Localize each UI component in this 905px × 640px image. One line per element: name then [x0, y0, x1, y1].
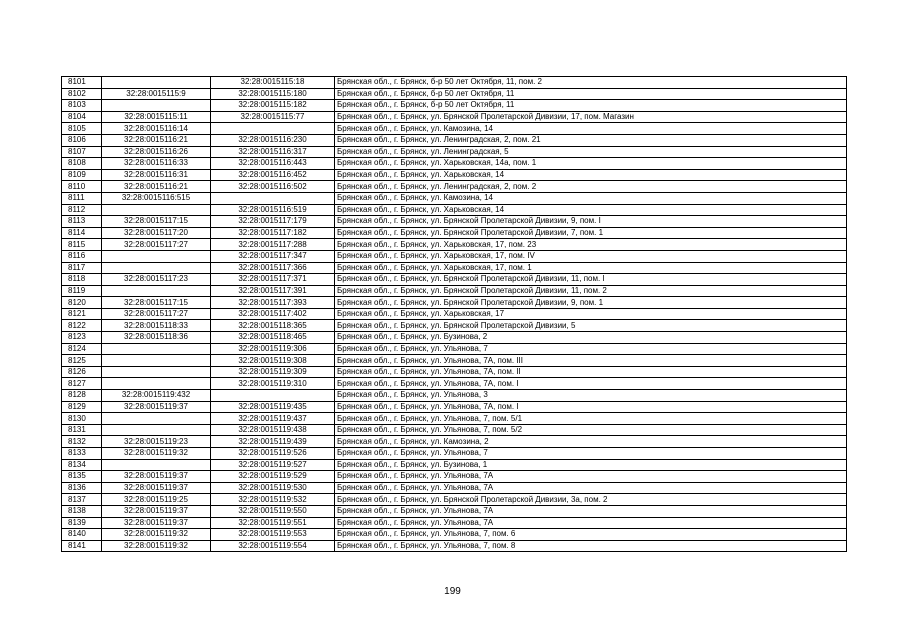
- page-number: 199: [444, 586, 461, 597]
- address-cell: Брянская обл., г. Брянск, ул. Бузинова, 2: [335, 332, 847, 344]
- object-cadastral-number-cell: 32:28:0015119:553: [211, 529, 335, 541]
- object-cadastral-number-cell: 32:28:0015117:366: [211, 262, 335, 274]
- object-cadastral-number-cell: 32:28:0015116:502: [211, 181, 335, 193]
- address-cell: Брянская обл., г. Брянск, б-р 50 лет Октября, 11, пом. 2: [335, 77, 847, 89]
- table-row: [62, 77, 847, 89]
- parcel-cadastral-number-cell: [102, 204, 211, 216]
- object-cadastral-number-cell: 32:28:0015116:452: [211, 169, 335, 181]
- parcel-cadastral-number-cell: 32:28:0015119:32: [102, 529, 211, 541]
- address-cell: Брянская обл., г. Брянск, ул. Харьковская, 14: [335, 169, 847, 181]
- row-number-cell: 8137: [62, 494, 102, 506]
- table-row: [62, 320, 847, 332]
- address-cell: Брянская обл., г. Брянск, ул. Харьковская, 14: [335, 204, 847, 216]
- parcel-cadastral-number-cell: 32:28:0015117:27: [102, 239, 211, 251]
- table-row: [62, 390, 847, 402]
- table-row: [62, 239, 847, 251]
- parcel-cadastral-number-cell: 32:28:0015119:432: [102, 390, 211, 402]
- parcel-cadastral-number-cell: 32:28:0015119:37: [102, 482, 211, 494]
- row-number-cell: 8104: [62, 111, 102, 123]
- parcel-cadastral-number-cell: 32:28:0015117:15: [102, 216, 211, 228]
- row-number-cell: 8134: [62, 459, 102, 471]
- object-cadastral-number-cell: 32:28:0015117:288: [211, 239, 335, 251]
- table-row: [62, 332, 847, 344]
- address-cell: Брянская обл., г. Брянск, ул. Харьковская, 17, пом. IV: [335, 250, 847, 262]
- address-cell: Брянская обл., г. Брянск, ул. Ленинградская, 2, пом. 21: [335, 134, 847, 146]
- address-cell: Брянская обл., г. Брянск, ул. Брянской Пролетарской Дивизии, 9, пом. 1: [335, 297, 847, 309]
- object-cadastral-number-cell: 32:28:0015117:371: [211, 274, 335, 286]
- table-row: [62, 482, 847, 494]
- row-number-cell: 8122: [62, 320, 102, 332]
- row-number-cell: 8130: [62, 413, 102, 425]
- object-cadastral-number-cell: 32:28:0015119:310: [211, 378, 335, 390]
- object-cadastral-number-cell: 32:28:0015117:391: [211, 285, 335, 297]
- parcel-cadastral-number-cell: 32:28:0015117:15: [102, 297, 211, 309]
- object-cadastral-number-cell: 32:28:0015119:554: [211, 540, 335, 552]
- table-row: [62, 250, 847, 262]
- parcel-cadastral-number-cell: [102, 424, 211, 436]
- row-number-cell: 8101: [62, 77, 102, 89]
- table-row: [62, 274, 847, 286]
- row-number-cell: 8127: [62, 378, 102, 390]
- parcel-cadastral-number-cell: 32:28:0015116:21: [102, 134, 211, 146]
- object-cadastral-number-cell: 32:28:0015115:182: [211, 100, 335, 112]
- row-number-cell: 8113: [62, 216, 102, 228]
- row-number-cell: 8111: [62, 192, 102, 204]
- row-number-cell: 8108: [62, 158, 102, 170]
- address-cell: Брянская обл., г. Брянск, ул. Ленинградская, 5: [335, 146, 847, 158]
- parcel-cadastral-number-cell: 32:28:0015117:27: [102, 308, 211, 320]
- row-number-cell: 8128: [62, 390, 102, 402]
- table-row: [62, 285, 847, 297]
- address-cell: Брянская обл., г. Брянск, ул. Ульянова, 7А: [335, 471, 847, 483]
- parcel-cadastral-number-cell: [102, 285, 211, 297]
- table-row: [62, 401, 847, 413]
- row-number-cell: 8115: [62, 239, 102, 251]
- row-number-cell: 8124: [62, 343, 102, 355]
- row-number-cell: 8103: [62, 100, 102, 112]
- object-cadastral-number-cell: 32:28:0015119:309: [211, 366, 335, 378]
- address-cell: Брянская обл., г. Брянск, ул. Ульянова, 7, пом. 6: [335, 529, 847, 541]
- parcel-cadastral-number-cell: 32:28:0015115:11: [102, 111, 211, 123]
- table-row: [62, 517, 847, 529]
- object-cadastral-number-cell: 32:28:0015119:532: [211, 494, 335, 506]
- parcel-cadastral-number-cell: 32:28:0015119:37: [102, 471, 211, 483]
- parcel-cadastral-number-cell: 32:28:0015119:37: [102, 517, 211, 529]
- row-number-cell: 8118: [62, 274, 102, 286]
- object-cadastral-number-cell: 32:28:0015118:365: [211, 320, 335, 332]
- table-row: [62, 308, 847, 320]
- address-cell: Брянская обл., г. Брянск, ул. Брянской Пролетарской Дивизии, 5: [335, 320, 847, 332]
- row-number-cell: 8121: [62, 308, 102, 320]
- parcel-cadastral-number-cell: [102, 413, 211, 425]
- address-cell: Брянская обл., г. Брянск, ул. Брянской Пролетарской Дивизии, 3а, пом. 2: [335, 494, 847, 506]
- table-row: [62, 343, 847, 355]
- table-row: [62, 227, 847, 239]
- parcel-cadastral-number-cell: 32:28:0015118:36: [102, 332, 211, 344]
- address-cell: Брянская обл., г. Брянск, ул. Камозина, 14: [335, 192, 847, 204]
- row-number-cell: 8105: [62, 123, 102, 135]
- row-number-cell: 8133: [62, 448, 102, 460]
- address-cell: Брянская обл., г. Брянск, ул. Харьковская, 14а, пом. 1: [335, 158, 847, 170]
- registry-table-body: [62, 77, 847, 552]
- address-cell: Брянская обл., г. Брянск, ул. Ульянова, 7А, пом. II: [335, 366, 847, 378]
- parcel-cadastral-number-cell: 32:28:0015115:9: [102, 88, 211, 100]
- address-cell: Брянская обл., г. Брянск, ул. Ульянова, 7А: [335, 517, 847, 529]
- table-row: [62, 169, 847, 181]
- table-row: [62, 436, 847, 448]
- address-cell: Брянская обл., г. Брянск, б-р 50 лет Октября, 11: [335, 88, 847, 100]
- parcel-cadastral-number-cell: [102, 459, 211, 471]
- table-row: [62, 529, 847, 541]
- parcel-cadastral-number-cell: 32:28:0015119:32: [102, 448, 211, 460]
- object-cadastral-number-cell: 32:28:0015115:180: [211, 88, 335, 100]
- table-row: [62, 192, 847, 204]
- object-cadastral-number-cell: 32:28:0015119:550: [211, 505, 335, 517]
- row-number-cell: 8129: [62, 401, 102, 413]
- object-cadastral-number-cell: 32:28:0015116:519: [211, 204, 335, 216]
- parcel-cadastral-number-cell: 32:28:0015116:33: [102, 158, 211, 170]
- table-row: [62, 424, 847, 436]
- object-cadastral-number-cell: 32:28:0015117:179: [211, 216, 335, 228]
- parcel-cadastral-number-cell: [102, 355, 211, 367]
- row-number-cell: 8135: [62, 471, 102, 483]
- address-cell: Брянская обл., г. Брянск, ул. Камозина, 2: [335, 436, 847, 448]
- table-row: [62, 494, 847, 506]
- table-row: [62, 355, 847, 367]
- object-cadastral-number-cell: 32:28:0015119:551: [211, 517, 335, 529]
- parcel-cadastral-number-cell: 32:28:0015116:26: [102, 146, 211, 158]
- object-cadastral-number-cell: [211, 390, 335, 402]
- parcel-cadastral-number-cell: [102, 343, 211, 355]
- address-cell: Брянская обл., г. Брянск, ул. Ульянова, 7А, пом. III: [335, 355, 847, 367]
- table-row: [62, 471, 847, 483]
- row-number-cell: 8114: [62, 227, 102, 239]
- row-number-cell: 8141: [62, 540, 102, 552]
- object-cadastral-number-cell: 32:28:0015119:527: [211, 459, 335, 471]
- parcel-cadastral-number-cell: [102, 262, 211, 274]
- parcel-cadastral-number-cell: 32:28:0015116:21: [102, 181, 211, 193]
- parcel-cadastral-number-cell: 32:28:0015116:14: [102, 123, 211, 135]
- table-row: [62, 100, 847, 112]
- object-cadastral-number-cell: 32:28:0015119:529: [211, 471, 335, 483]
- object-cadastral-number-cell: 32:28:0015119:435: [211, 401, 335, 413]
- address-cell: Брянская обл., г. Брянск, б-р 50 лет Октября, 11: [335, 100, 847, 112]
- object-cadastral-number-cell: 32:28:0015118:465: [211, 332, 335, 344]
- object-cadastral-number-cell: 32:28:0015119:439: [211, 436, 335, 448]
- table-row: [62, 146, 847, 158]
- address-cell: Брянская обл., г. Брянск, ул. Ульянова, 7, пом. 5/2: [335, 424, 847, 436]
- object-cadastral-number-cell: 32:28:0015119:526: [211, 448, 335, 460]
- row-number-cell: 8140: [62, 529, 102, 541]
- object-cadastral-number-cell: 32:28:0015119:437: [211, 413, 335, 425]
- object-cadastral-number-cell: 32:28:0015117:393: [211, 297, 335, 309]
- table-row: [62, 448, 847, 460]
- object-cadastral-number-cell: 32:28:0015119:306: [211, 343, 335, 355]
- object-cadastral-number-cell: 32:28:0015116:230: [211, 134, 335, 146]
- object-cadastral-number-cell: 32:28:0015117:182: [211, 227, 335, 239]
- parcel-cadastral-number-cell: [102, 378, 211, 390]
- object-cadastral-number-cell: 32:28:0015116:317: [211, 146, 335, 158]
- table-row: [62, 262, 847, 274]
- table-row: [62, 88, 847, 100]
- table-row: [62, 134, 847, 146]
- parcel-cadastral-number-cell: 32:28:0015119:32: [102, 540, 211, 552]
- table-row: [62, 111, 847, 123]
- row-number-cell: 8136: [62, 482, 102, 494]
- parcel-cadastral-number-cell: 32:28:0015119:23: [102, 436, 211, 448]
- table-row: [62, 366, 847, 378]
- object-cadastral-number-cell: [211, 192, 335, 204]
- table-row: [62, 181, 847, 193]
- parcel-cadastral-number-cell: [102, 77, 211, 89]
- row-number-cell: 8110: [62, 181, 102, 193]
- address-cell: Брянская обл., г. Брянск, ул. Ульянова, 7А, пом. I: [335, 378, 847, 390]
- parcel-cadastral-number-cell: [102, 366, 211, 378]
- parcel-cadastral-number-cell: 32:28:0015116:31: [102, 169, 211, 181]
- table-row: [62, 297, 847, 309]
- parcel-cadastral-number-cell: [102, 100, 211, 112]
- table-row: [62, 158, 847, 170]
- object-cadastral-number-cell: 32:28:0015119:438: [211, 424, 335, 436]
- address-cell: Брянская обл., г. Брянск, ул. Харьковская, 17, пом. 1: [335, 262, 847, 274]
- address-cell: Брянская обл., г. Брянск, ул. Брянской Пролетарской Дивизии, 9, пом. I: [335, 216, 847, 228]
- row-number-cell: 8132: [62, 436, 102, 448]
- row-number-cell: 8126: [62, 366, 102, 378]
- address-cell: Брянская обл., г. Брянск, ул. Брянской Пролетарской Дивизии, 7, пом. 1: [335, 227, 847, 239]
- row-number-cell: 8125: [62, 355, 102, 367]
- object-cadastral-number-cell: [211, 123, 335, 135]
- parcel-cadastral-number-cell: 32:28:0015116:515: [102, 192, 211, 204]
- row-number-cell: 8112: [62, 204, 102, 216]
- row-number-cell: 8102: [62, 88, 102, 100]
- address-cell: Брянская обл., г. Брянск, ул. Брянской Пролетарской Дивизии, 11, пом. 2: [335, 285, 847, 297]
- table-row: [62, 505, 847, 517]
- object-cadastral-number-cell: 32:28:0015117:402: [211, 308, 335, 320]
- row-number-cell: 8107: [62, 146, 102, 158]
- address-cell: Брянская обл., г. Брянск, ул. Ульянова, 7: [335, 448, 847, 460]
- parcel-cadastral-number-cell: 32:28:0015119:37: [102, 505, 211, 517]
- address-cell: Брянская обл., г. Брянск, ул. Камозина, 14: [335, 123, 847, 135]
- address-cell: Брянская обл., г. Брянск, ул. Ленинградская, 2, пом. 2: [335, 181, 847, 193]
- row-number-cell: 8119: [62, 285, 102, 297]
- address-cell: Брянская обл., г. Брянск, ул. Ульянова, 3: [335, 390, 847, 402]
- address-cell: Брянская обл., г. Брянск, ул. Брянской Пролетарской Дивизии, 17, пом. Магазин: [335, 111, 847, 123]
- address-cell: Брянская обл., г. Брянск, ул. Ульянова, 7, пом. 5/1: [335, 413, 847, 425]
- table-row: [62, 540, 847, 552]
- address-cell: Брянская обл., г. Брянск, ул. Харьковская, 17, пом. 23: [335, 239, 847, 251]
- parcel-cadastral-number-cell: 32:28:0015119:25: [102, 494, 211, 506]
- address-cell: Брянская обл., г. Брянск, ул. Ульянова, 7, пом. 8: [335, 540, 847, 552]
- object-cadastral-number-cell: 32:28:0015117:347: [211, 250, 335, 262]
- table-row: [62, 123, 847, 135]
- table-row: [62, 413, 847, 425]
- table-row: [62, 216, 847, 228]
- object-cadastral-number-cell: 32:28:0015119:530: [211, 482, 335, 494]
- parcel-cadastral-number-cell: 32:28:0015117:20: [102, 227, 211, 239]
- address-cell: Брянская обл., г. Брянск, ул. Ульянова, 7А, пом. I: [335, 401, 847, 413]
- address-cell: Брянская обл., г. Брянск, ул. Бузинова, 1: [335, 459, 847, 471]
- address-cell: Брянская обл., г. Брянск, ул. Ульянова, 7А: [335, 505, 847, 517]
- table-row: [62, 378, 847, 390]
- row-number-cell: 8120: [62, 297, 102, 309]
- row-number-cell: 8109: [62, 169, 102, 181]
- address-cell: Брянская обл., г. Брянск, ул. Ульянова, 7: [335, 343, 847, 355]
- registry-table: [61, 76, 847, 552]
- parcel-cadastral-number-cell: 32:28:0015119:37: [102, 401, 211, 413]
- row-number-cell: 8138: [62, 505, 102, 517]
- address-cell: Брянская обл., г. Брянск, ул. Брянской Пролетарской Дивизии, 11, пом. I: [335, 274, 847, 286]
- row-number-cell: 8139: [62, 517, 102, 529]
- address-cell: Брянская обл., г. Брянск, ул. Харьковская, 17: [335, 308, 847, 320]
- row-number-cell: 8117: [62, 262, 102, 274]
- parcel-cadastral-number-cell: 32:28:0015118:33: [102, 320, 211, 332]
- table-row: [62, 204, 847, 216]
- parcel-cadastral-number-cell: 32:28:0015117:23: [102, 274, 211, 286]
- object-cadastral-number-cell: 32:28:0015119:308: [211, 355, 335, 367]
- row-number-cell: 8116: [62, 250, 102, 262]
- object-cadastral-number-cell: 32:28:0015115:77: [211, 111, 335, 123]
- row-number-cell: 8131: [62, 424, 102, 436]
- address-cell: Брянская обл., г. Брянск, ул. Ульянова, 7А: [335, 482, 847, 494]
- object-cadastral-number-cell: 32:28:0015115:18: [211, 77, 335, 89]
- parcel-cadastral-number-cell: [102, 250, 211, 262]
- row-number-cell: 8123: [62, 332, 102, 344]
- row-number-cell: 8106: [62, 134, 102, 146]
- object-cadastral-number-cell: 32:28:0015116:443: [211, 158, 335, 170]
- table-row: [62, 459, 847, 471]
